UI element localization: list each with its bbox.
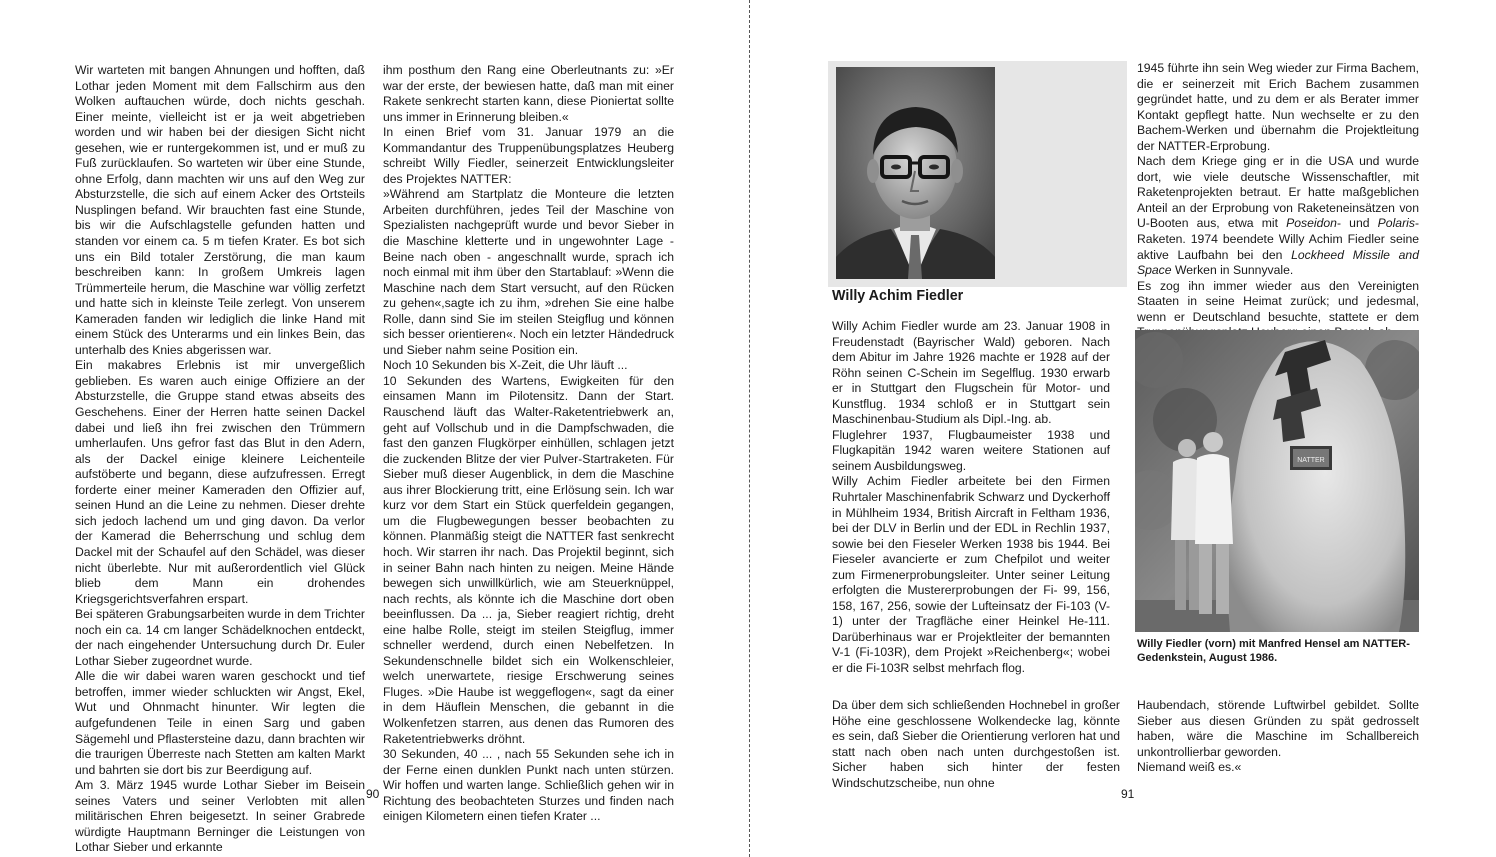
paragraph: ihm posthum den Rang eine Oberleutnants zu: »Er war der erste, der bewiesen hatte, daß man mit einer Rakete senkrecht starten kann, diese Pioniertat sollte uns immer in Erinnerung bleiben.« [383, 63, 674, 124]
paragraph: Haubendach, störende Luftwirbel gebildet. Sollte Sieber aus diesen Gründen zu spät gedrosselt haben, wäre die Maschine im Schallbereich unkontrollierbar geworden. [1137, 698, 1419, 759]
biography-heading: Willy Achim Fiedler [832, 288, 964, 304]
photo-caption: Willy Fiedler (vorn) mit Manfred Hensel am NATTER-Gedenkstein, August 1986. [1137, 638, 1410, 664]
paragraph: Wir warteten mit bangen Ahnungen und hofften, daß Lothar jeden Moment mit dem Fallschirm aus den Wolken auftauchen würde, doch nichts geschah. Einer meinte, vielleicht ist er ja weit abgetrieben worden und wir haben bei der diesigen Sicht nicht gesehen, wie er runtergekommen ist, und er muß zu Fuß zurücklaufen. So warteten wir über eine Stunde, ohne Erfolg, dann machten wir uns auf den Weg zur Absturzstelle, die sich auf einem Acker des Ortsteils Nusplingen befand. Wir brauchten fast eine Stunde, bis wir die Aufschlagstelle gefunden hatten und standen vor einem ca. 5 m tiefen Krater. Es bot sich uns ein Bild totaler Zerstörung, die man kaum beschreiben kann: In großem Umkreis lagen Trümmerteile herum, die Maschine war völlig zerfetzt und hatte sich in kleinste Teile zerlegt. Von unserem Kameraden fanden wir lediglich die linke Hand mit einem Stück des Unterarms und ein linkes Bein, das unterhalb des Knies abgerissen war. [75, 63, 365, 357]
paragraph: »Während am Startplatz die Monteure die letzten Arbeiten durchführen, jedes Teil der Maschine von Spezialisten nachgeprüft wurde und bevor Sieber in die Maschine kletterte und in ungewohnter Lage - Beine nach oben - angeschnallt wurde, sprach ich noch einmal mit ihm über den Startablauf: »Wenn die Maschine nach dem Start versucht, auf den Rücken zu gehen«,sagte ich zu ihm, »drehen Sie eine halbe Rolle, dann sind Sie im steilen Steigflug und können sich besser orientieren«. Noch ein letzter Händedruck und Sieber nahm seine Position ein. [383, 187, 674, 357]
right-page-column-top [1137, 61, 1419, 341]
paragraph: Alle die wir dabei waren waren geschockt und tief betroffen, immer wieder schluckten wir Angst, Ekel, Wut und Ohnmacht hinunter. Wir legten die aufgefundenen Teile in einen Sarg und gaben Sägemehl und Pflastersteine dazu, dann brachten wir die traurigen Überreste nach Stetten am kalten Markt und bahrten sie dort bis zur Beerdigung auf. [75, 669, 365, 777]
italic-company-name: Lockheed Missile and Space [1137, 247, 1419, 278]
biography-column [832, 319, 1110, 677]
paragraph: 30 Sekunden, 40 ... , nach 55 Sekunden sehe ich in der Ferne einen dunklen Punkt nach unten stürzen. Wir hoffen und warten lange. Schließlich gehen wir in Richtung des beobachteten Sturzes und finden nach einigen Kilometern einen tiefen Krater ... [383, 747, 674, 824]
paragraph: Noch 10 Sekunden bis X-Zeit, die Uhr läuft ... [383, 358, 628, 373]
paragraph: Bei späteren Grabungsarbeiten wurde in dem Trichter noch ein ca. 14 cm langer Schädelknochen entdeckt, der nach eingehender Untersuchung durch Dr. Euler Lothar Sieber zugeordnet wurde. [75, 607, 365, 668]
portrait-photo [836, 67, 995, 279]
paragraph: Es zog ihn immer wieder aus den Vereinigten Staaten in seine Heimat zurück; und jedesmal, wenn er Deutschland besuchte, stattete er dem [1137, 278, 1419, 324]
paragraph: Willy Achim Fiedler arbeitete bei den Firmen Ruhrtaler Maschinenfabrik Schwarz und Dyckerhoff in Mühlheim 1934, British Aircraft in Feltham 1936, bei der DLV in Berlin und der EDL in Rechlin 1937, sowie bei den Fieseler Werken 1938 bis 1944. Bei Fieseler avancierte er zum Chefpilot und weiter zum Firmenerprobungsleiter. Unter seiner Leitung erfolgten die Mustererprobungen der Fi- 99, 156, 158, 167, 256, sowie der Lufteinsatz der Fi-103 (V-1) unter der Tragfläche einer Heinkel He-111. Darüberhinaus war er Projektleiter der bemannten V-1 (Fi-103R), dem Projekt »Reichenberg«; wobei er die Fi-103R selbst mehrfach flog. [832, 474, 1110, 676]
monument-photo [1135, 330, 1419, 632]
book-spine-divider [749, 0, 750, 857]
text-run: -Raketen. 1974 beendete Willy Achim Fiedler seine aktive Laufbahn bei den [1137, 216, 1419, 262]
left-page-column-1 [75, 63, 365, 856]
italic-rocket-name: Poseidon [1286, 216, 1337, 231]
right-page-bottom-column-2 [1137, 698, 1419, 776]
right-page-bottom-column-1 [832, 698, 1120, 791]
paragraph [1137, 154, 1419, 278]
paragraph: 10 Sekunden des Wartens, Ewigkeiten für den einsamen Mann im Pilotensitz. Dann der Start. Rauschend läuft das Walter-Raketentriebwerk an, geht auf Vollschub und in die Dampfschwaden, die fast den ganzen Flugkörper einhüllen, schlagen jetzt die zuckenden Blitze der vier Pulver-Startraketen. Für Sieber muß dieser Augenblick, in dem die Maschine aus ihrer Blockierung tritt, eine Erlösung sein. Ich war kurz vor dem Start ein Stück querfeldein gegangen, um die Flugbewegungen besser beobachten zu können. Planmäßig steigt die NATTER fast senkrecht hoch. Wir starren ihr nach. Das Projektil beginnt, sich in seiner Bahn nach hinten zu neigen. Meine Hände bewegen sich unwillkürlich, wie am Steuerknüppel, nach rechts, als könnte ich die Maschine dort oben beeinflussen. Da ... ja, Sieber reagiert richtig, dreht eine halbe Rolle, steigt im steilen Steigflug, immer schneller werdend, durch einen Nebelfetzen. In Sekundenschnelle bildet sich ein Wolkenschleier, welch unerwartete, riesige Erschwerung seines Fluges. »Die Haube ist weggeflogen«, sagt da einer in dem Häuflein Menschen, die gebannt in die Wolkenfetzen starren, aus denen das Rumoren des Raketentriebwerks dröhnt. [383, 373, 674, 746]
paragraph: Ein makabres Erlebnis ist mir unvergeßlich geblieben. Es waren auch einige Offiziere an der Absturzstelle, die Gruppe stand etwas abseits des Geschehens. Einer der Herren hatte seinen Dackel dabei und ließ ihn frei zwischen den Trümmern umherlaufen. Uns gefror fast das Blut in den Adern, als der Dackel einige kleinere Leichenteile aufstöberte und begann, diese aufzufressen. Erregt forderte einer meiner Kameraden den Offizier auf, seinen Hund an die Leine zu nehmen. Dieser drehte sich jedoch lachend um und ging davon. Da verlor der Kamerad die Beherrschung und schlug dem Dackel mit der Schaufel auf den Schädel, was dieser nicht überlebte. Nur mit außerordentlich viel Glück blieb dem Mann ein drohendes Kriegsgerichtsverfahren erspart. [75, 358, 365, 606]
text-run: Werken in Sunnyvale. [1171, 263, 1294, 278]
page-number-left: 90 [366, 787, 380, 801]
paragraph: Niemand weiß es.« [1137, 760, 1242, 775]
paragraph: In einen Brief vom 31. Januar 1979 an die Kommandantur des Truppenübungsplatzes Heuberg schreibt Willy Fiedler, seinerzeit Entwicklungsleiter des Projektes NATTER: [383, 125, 674, 186]
paragraph: Willy Achim Fiedler wurde am 23. Januar 1908 in Freudenstadt (Bayrischer Wald) geboren. Nach dem Abitur im Jahre 1926 machte er 1928 auf der Röhn seinen C-Schein im Segelflug. 1930 erwarb er in Stuttgart den Flugschein für Motor- und Kunstflug. 1934 schloß er in Stuttgart sein Maschinenbau-Studium als Dipl.-Ing. ab. [832, 319, 1110, 427]
plaque-text: NATTER [1297, 457, 1325, 464]
paragraph: Fluglehrer 1937, Flugbaumeister 1938 und Flugkapitän 1942 waren weitere Stationen auf seinem Ausbildungsweg. [832, 427, 1110, 473]
page-number-right: 91 [1121, 787, 1135, 801]
paragraph: Da über dem sich schließenden Hochnebel in großer Höhe eine geschlossene Wolkendecke lag, könnte es sein, daß Sieber die Orientierung verloren hat und statt nach oben nach unten durchgestoßen ist. Sicher haben sich hinter der festen Windschutzscheibe, nun ohne [832, 698, 1120, 790]
paragraph: Am 3. März 1945 wurde Lothar Sieber im Beisein seines Vaters und seiner Verlobten mit allen militärischen Ehren beigesetzt. In seiner Grabrede würdigte Hauptmann Berninger die Leistungen von Lothar Sieber und erkannte [75, 778, 365, 855]
paragraph: 1945 führte ihn sein Weg wieder zur Firma Bachem, die er seinerzeit mit Erich Bachem zusammen gegründet hatte, und zu dem er als Berater immer Kontakt gepflegt hatte. Nun wechselte er zu den Bachem-Werken und übernahm die Projektleitung der NATTER-Erprobung. [1137, 61, 1419, 153]
text-run: Nach dem Kriege ging er in die USA und wurde dort, wie viele deutsche Wissenschaftler, mit Raketenprojekten betraut. Er hatte maßgeblichen Anteil an der Erprobung von Raketeneinsätzen von U-Booten aus, etwa mit [1137, 154, 1419, 231]
left-page-column-2 [383, 63, 674, 825]
text-run: - und [1336, 216, 1378, 231]
italic-rocket-name: Polaris [1377, 216, 1415, 231]
